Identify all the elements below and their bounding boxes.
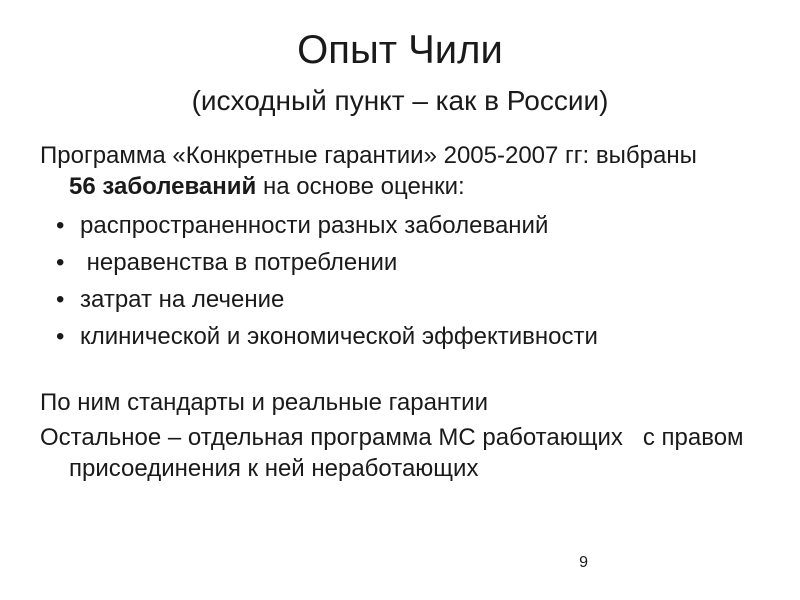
bullet-item [40,210,780,241]
bullet-dot-icon: • [56,286,65,313]
bullet-text: неравенства в потреблении [80,249,398,276]
intro-prefix: Программа «Конкретные гарантии» 2005-2007 гг: выбраны [40,142,697,169]
criteria-bullet-list [40,210,780,352]
bullet-text: затрат на лечение [80,286,285,313]
standards-paragraph: По ним стандарты и реальные гарантии [40,389,488,416]
intro-bold-count: 56 заболеваний [69,173,257,200]
bullet-item [40,284,780,315]
page-number: 9 [579,554,588,571]
spacer [40,358,780,387]
bullet-dot-icon: • [56,323,65,350]
intro-paragraph [40,140,709,202]
bullet-item [40,321,780,352]
bullet-dot-icon: • [56,249,65,276]
intro-suffix: на основе оценки: [256,173,465,200]
bullet-text: распространенности разных заболеваний [80,212,549,239]
slide-body [40,140,780,484]
remainder-paragraph: Остальное – отдельная программа МС работающих с правом присоединения к ней неработающих [40,424,751,482]
bullet-text: клинической и экономической эффективности [80,323,598,350]
slide-title: Опыт Чили [297,28,503,72]
bullet-item [40,247,780,278]
slide-subtitle: (исходный пункт – как в России) [191,85,609,116]
bullet-dot-icon: • [56,212,65,239]
